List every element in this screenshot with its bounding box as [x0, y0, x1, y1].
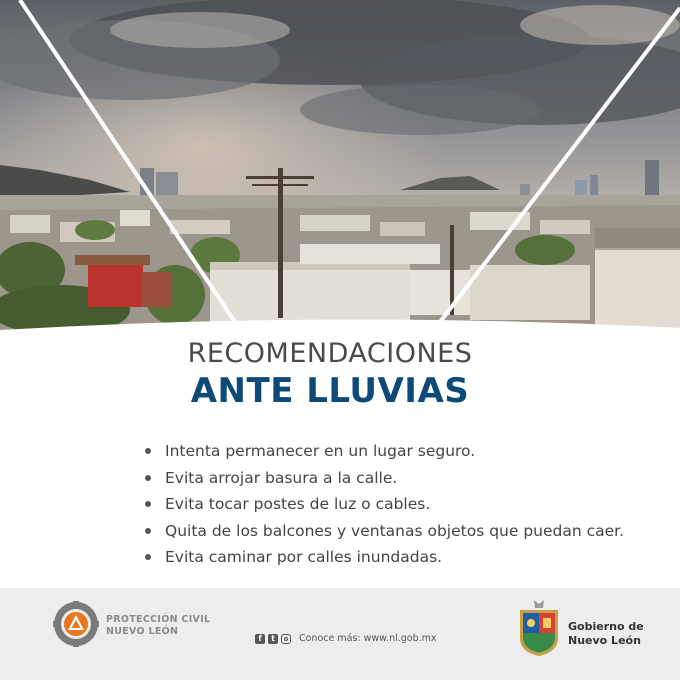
recommendation-text: Quita de los balcones y ventanas objetos que puedan caer.: [165, 521, 625, 540]
org-line-1: PROTECCIÓN CIVIL: [106, 614, 211, 625]
recommendation-text: Evita tocar postes de luz o cables.: [165, 495, 431, 513]
recommendation-text: Evita caminar por calles inundadas.: [165, 548, 443, 566]
title-block: [0, 338, 680, 411]
list-item: [145, 518, 624, 545]
twitter-icon[interactable]: t: [268, 634, 278, 644]
bullet-icon: [145, 554, 151, 560]
gov-line-1: Gobierno de: [568, 620, 644, 633]
org-line-2: NUEVO LEÓN: [106, 626, 179, 637]
gobierno-nuevo-leon-name: [568, 620, 644, 648]
recommendations-list: [145, 438, 624, 571]
list-item: [145, 438, 624, 465]
bullet-icon: [145, 448, 151, 454]
recommendation-text: Intenta permanecer en un lugar seguro.: [165, 442, 476, 460]
list-item: [145, 465, 624, 492]
recommendation-text: Evita arrojar basura a la calle.: [165, 468, 398, 487]
list-item: [145, 544, 624, 571]
proteccion-civil-name: [106, 614, 210, 638]
list-item: [145, 491, 624, 518]
proteccion-civil-logo-icon: [52, 600, 100, 648]
title-ante-lluvias: ANTE LLUVIAS: [190, 371, 470, 411]
storm-city-photo: [0, 0, 680, 330]
facebook-icon[interactable]: f: [255, 634, 265, 644]
website-link[interactable]: Conoce más: www.nl.gob.mx: [299, 633, 437, 644]
title-recomendaciones: RECOMENDACIONES: [187, 338, 473, 369]
bullet-icon: [145, 528, 151, 534]
footer: [0, 588, 680, 680]
gov-line-2: Nuevo León: [568, 634, 641, 647]
bullet-icon: [145, 501, 151, 507]
social-icons: [255, 634, 291, 644]
nuevo-leon-coat-of-arms-icon: [516, 598, 562, 658]
bullet-icon: [145, 475, 151, 481]
instagram-icon[interactable]: [281, 634, 291, 644]
